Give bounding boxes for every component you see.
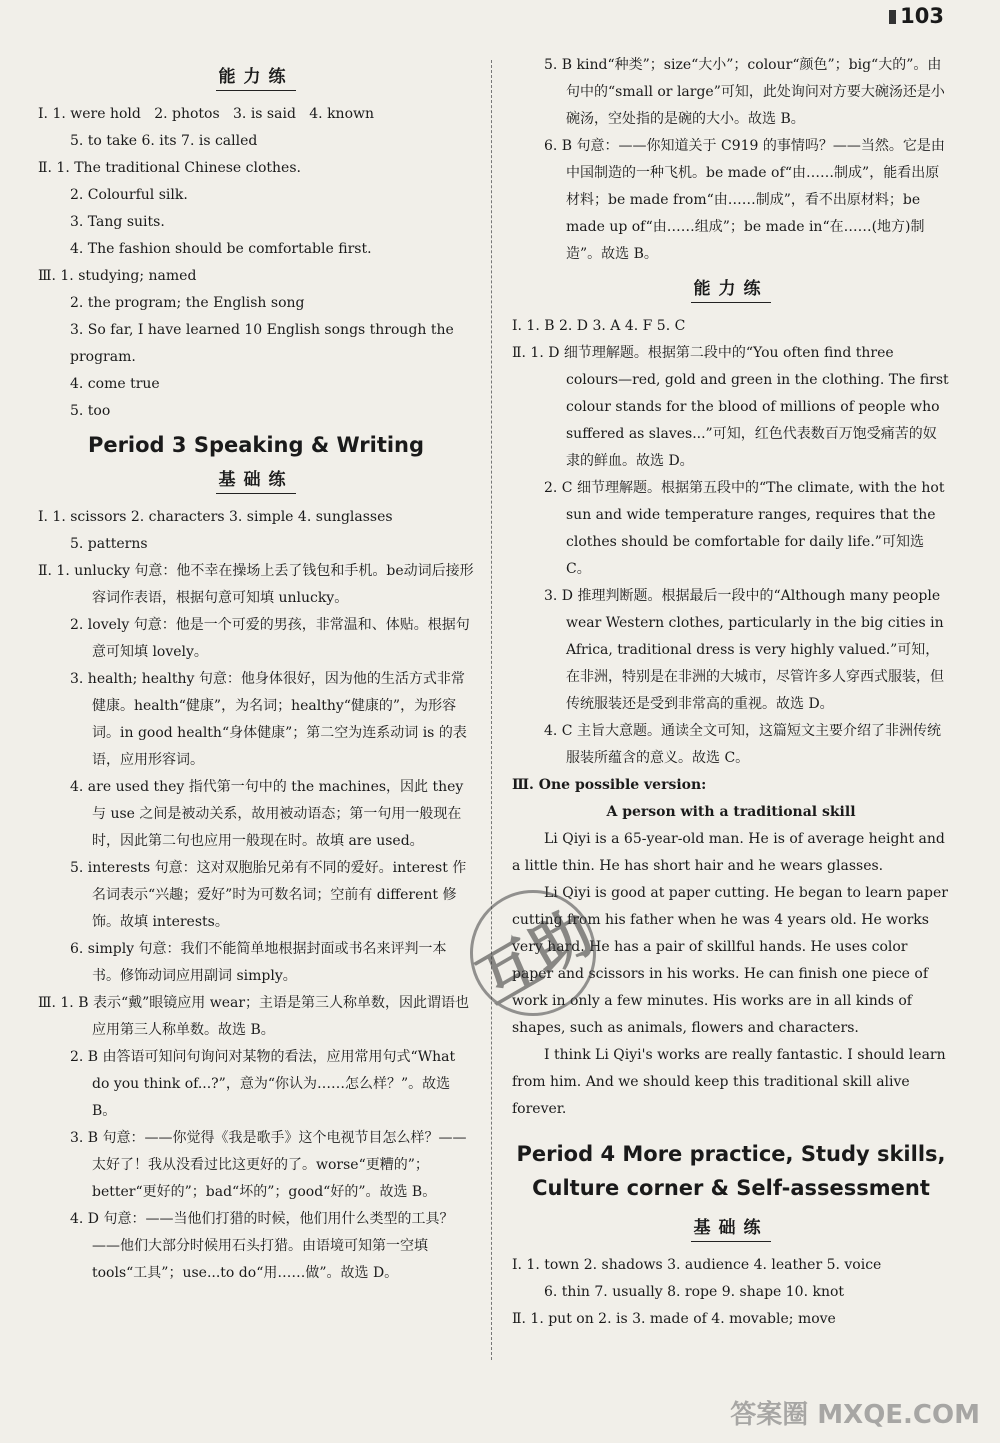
answer-line: Ⅱ. 1. put on 2. is 3. made of 4. movable; move [512, 1311, 836, 1327]
answer-explanation: 2. lovely 句意：他是一个可爱的男孩，非常温和、体贴。根据句意可知填 lovely。 [70, 617, 470, 660]
answer-line: 5. too [70, 403, 111, 419]
answer-line: Ⅰ. 1. town 2. shadows 3. audience 4. leather 5. voice [512, 1257, 882, 1273]
answer-line: Ⅰ. 1. were hold 2. photos 3. is said 4. known [38, 106, 375, 122]
essay-title: A person with a traditional skill [606, 804, 856, 820]
answer-explanation: Ⅱ. 1. D 细节理解题。根据第二段中的“You often find three colours—red, gold and green in the clothing. The first colour stands for the blood of millions of people who suffered as slaves...”可知，红色代表数百万饱受痛苦的奴隶的鲜血。故选 D。 [512, 345, 949, 469]
essay-paragraph: I think Li Qiyi's works are really fantastic. I should learn from him. And we should keep this traditional skill alive forever. [512, 1047, 946, 1117]
answer-line: Ⅰ. 1. scissors 2. characters 3. simple 4. sunglasses [38, 509, 393, 525]
answer-line: Ⅲ. One possible version: [512, 777, 707, 793]
page-number: 103 [889, 4, 944, 28]
essay-paragraph: Li Qiyi is a 65-year-old man. He is of average height and a little thin. He has short hair and he wears glasses. [512, 831, 945, 874]
answer-explanation: 2. B 由答语可知问句询问对某物的看法，应用常用句式“What do you think of...?”，意为“你认为……怎么样？”。故选 B。 [70, 1049, 456, 1119]
answer-explanation: 4. D 句意：——当他们打猎的时候，他们用什么类型的工具？——他们大部分时候用石头打猎。由语境可知第一空填 tools“工具”；use...to do“用……做”。故选 D。 [70, 1211, 454, 1281]
section-heading-ability: 能力练 [38, 62, 474, 91]
left-column [38, 56, 474, 1287]
answer-explanation: Ⅲ. 1. B 表示“戴”眼镜应用 wear；主语是第三人称单数，因此谓语也应用第三人称单数。故选 B。 [38, 995, 470, 1038]
answer-line: Ⅰ. 1. B 2. D 3. A 4. F 5. C [512, 318, 686, 334]
answer-explanation: 4. C 主旨大意题。通读全文可知，这篇短文主要介绍了非洲传统服装所蕴含的意义。故选 C。 [544, 723, 941, 766]
answer-explanation: 5. B kind“种类”；size“大小”；colour“颜色”；big“大的”。由句中的“small or large”可知，此处询问对方要大碗汤还是小碗汤，空处指的是碗的大小。故选 B。 [544, 57, 945, 127]
section-heading-basic: 基础练 [38, 465, 474, 494]
answer-explanation: 3. D 推理判断题。根据最后一段中的“Although many people wear Western clothes, particularly in the big cities in Africa, traditional dress is very highly valued.”可知，在非洲，特别是在非洲的大城市，尽管许多人穿西式服装，但传统服装还是受到非常高的重视。故选 D。 [544, 588, 944, 712]
answer-explanation: Ⅱ. 1. unlucky 句意：他不幸在操场上丢了钱包和手机。be动词后接形容词作表语，根据句意可知填 unlucky。 [38, 563, 474, 606]
answer-explanation: 4. are used they 指代第一句中的 the machines，因此 they 与 use 之间是被动关系，故用被动语态；第一句用一般现在时，因此第二句也应用一般现在时。故填 are used。 [70, 779, 464, 849]
answer-line: 4. The fashion should be comfortable first. [70, 241, 372, 257]
answer-explanation: 3. B 句意：——你觉得《我是歌手》这个电视节目怎么样？——太好了！我从没看过比这更好的了。worse“更糟的”；better“更好的”；bad“坏的”；good“好的”。故选 B。 [70, 1130, 467, 1200]
site-watermark: 答案圈 MXQE.COM [730, 1400, 980, 1430]
answer-line: Ⅲ. 1. studying; named [38, 268, 197, 284]
watermark-stamp: 互助 [447, 867, 619, 1039]
answer-explanation: 5. interests 句意：这对双胞胎兄弟有不同的爱好。interest 作名词表示“兴趣；爱好”时为可数名词；空前有 different 修饰。故填 interests。 [70, 860, 467, 930]
right-column [512, 52, 950, 1333]
answer-line: 3. Tang suits. [70, 214, 165, 230]
answer-line: 2. Colourful silk. [70, 187, 188, 203]
answer-line: 5. patterns [70, 536, 148, 552]
answer-explanation: 6. simply 句意：我们不能简单地根据封面或书名来评判一本书。修饰动词应用副词 simply。 [70, 941, 447, 984]
answer-explanation: 6. B 句意：——你知道关于 C919 的事情吗？——当然。它是由中国制造的一种飞机。be made of“由……制成”，能看出原材料；be made from“由……制成”，看不出原材料；be made up of“由……组成”；be made in“在……(地方)制造”。故选 B。 [544, 138, 945, 262]
answer-line: 3. So far, I have learned 10 English songs through the program. [70, 322, 454, 365]
answer-line: Ⅱ. 1. The traditional Chinese clothes. [38, 160, 301, 176]
section-heading-basic: 基础练 [512, 1213, 950, 1242]
period-3-title: Period 3 Speaking & Writing [87, 433, 425, 457]
answer-explanation: 2. C 细节理解题。根据第五段中的“The climate, with the hot sun and wide temperature ranges, requires that the clothes should be comfortable for daily life.”可知选 C。 [544, 480, 945, 577]
answer-explanation: 3. health; healthy 句意：他身体很好，因为他的生活方式非常健康。health“健康”，为名词；healthy“健康的”，为形容词。in good health“身体健康”；第二空为连系动词 is 的表语，应用形容词。 [70, 671, 467, 768]
essay-paragraph: Li Qiyi is good at paper cutting. He began to learn paper cutting from his father when he was 4 years old. He works very hard. He has a pair of skillful hands. He uses color paper and scissors in his works. He can finish one piece of work in only a few minutes. His works are in all kinds of shapes, such as animals, flowers and characters. [512, 885, 948, 1036]
answer-line: 6. thin 7. usually 8. rope 9. shape 10. knot [544, 1284, 845, 1300]
answer-line: 4. come true [70, 376, 160, 392]
column-divider [491, 60, 492, 1360]
period-4-title: Period 4 More practice, Study skills, Culture corner & Self-assessment [516, 1142, 946, 1200]
answer-line: 5. to take 6. its 7. is called [70, 133, 258, 149]
answer-line: 2. the program; the English song [70, 295, 305, 311]
section-heading-ability: 能力练 [512, 274, 950, 303]
